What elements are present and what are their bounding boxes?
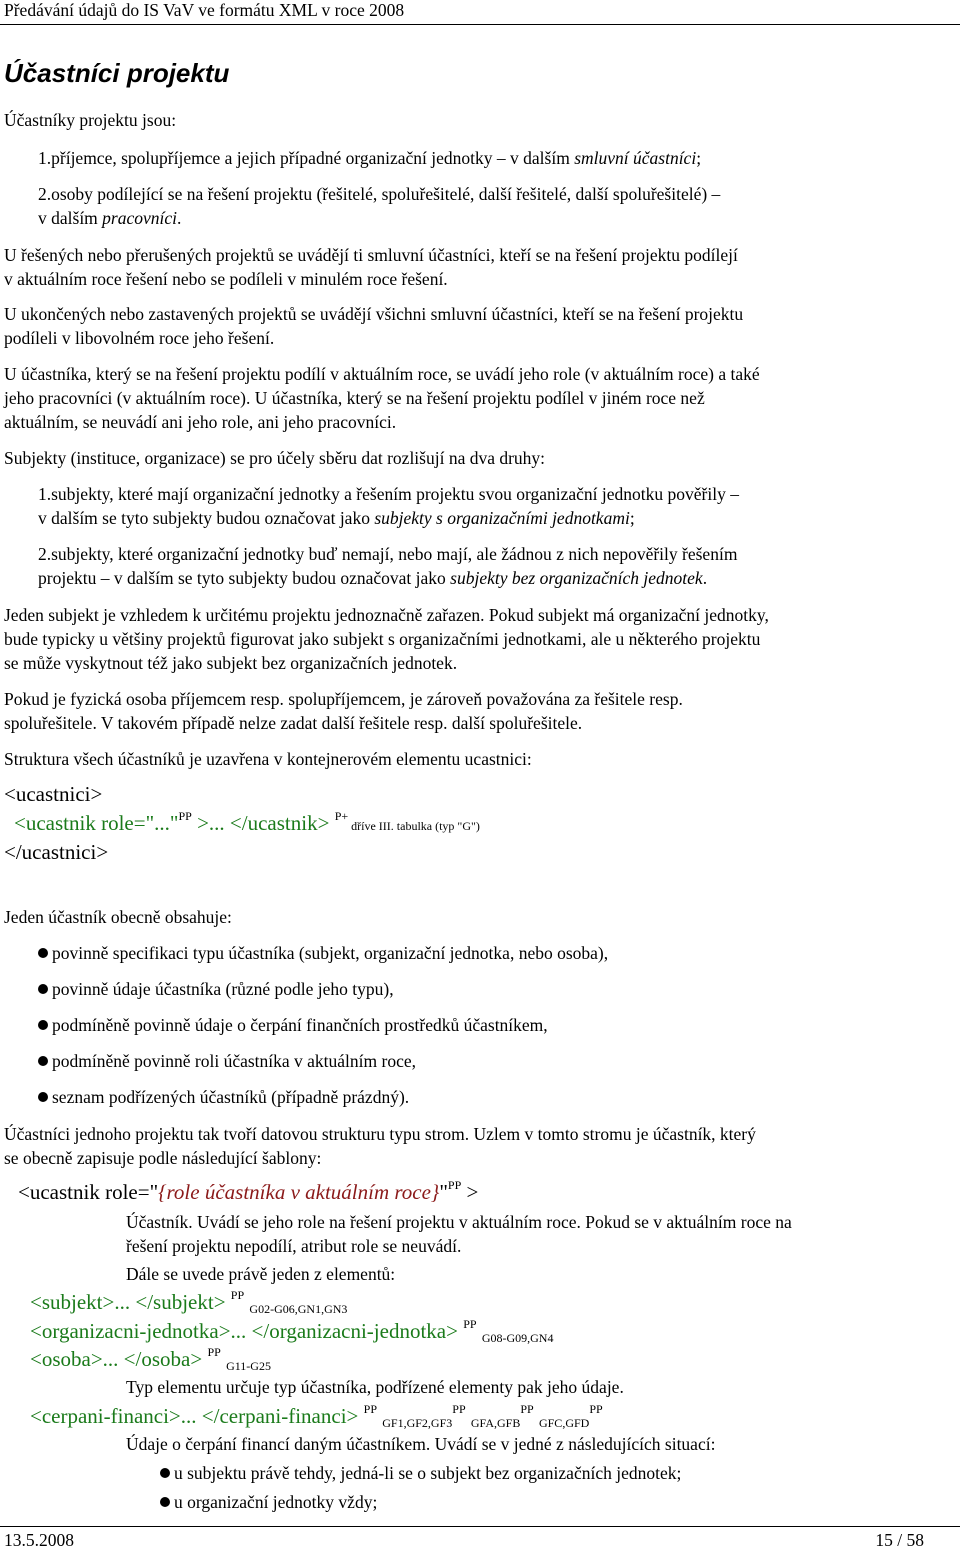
bullet-icon [38, 1092, 48, 1102]
paragraph: U řešených nebo přerušených projektů se uvádějí ti smluvní účastníci, kteří se na řešení projektu podílejí v aktuálním roce řešení nebo se podíleli v minulém roce řešení. [4, 245, 738, 289]
paragraph: Jeden subjekt je vzhledem k určitému projektu jednoznačně zařazen. Pokud subjekt má organizační jednotky, bude typicky u většiny projektů figurovat jako subjekt s organizačními jednotkami, ale u některého projektu se může vyskytnout též jako subjekt bez organizačních jednotek. [4, 605, 769, 673]
header-rule [0, 24, 960, 25]
list-item: povinně specifikaci typu účastníka (subjekt, organizační jednotka, nebo osoba), [38, 941, 608, 965]
list-item: podmíněně povinně roli účastníka v aktuálním roce, [38, 1049, 416, 1073]
list-item: povinně údaje účastníka (různé podle jeho typu), [38, 977, 394, 1001]
description: Typ elementu určuje typ účastníka, podřízené elementy pak jeho údaje. [126, 1377, 624, 1397]
description: Údaje o čerpání financí daným účastníkem. Uvádí se v jedné z následujících situací: [126, 1434, 716, 1454]
list-item: 2.osoby podílející se na řešení projektu (řešitelé, spoluřešitelé, další řešitelé, další spoluřešitelé) – v dalším pracovníci. [38, 184, 721, 228]
list-item: u organizační jednotky vždy; [160, 1490, 377, 1514]
bullet-icon [160, 1497, 170, 1507]
code-line: <osoba>... </osoba> $^{PP}$ $_{G11-G25}$ [30, 1345, 271, 1373]
code-line: <ucastnik role="..."$^{PP}$ >... </ucastnik> $^{P+}$ dříve III. tabulka (typ "G") [14, 809, 480, 835]
bullet-icon [38, 1020, 48, 1030]
code-line: <ucastnici> [4, 782, 103, 806]
paragraph: Jeden účastník obecně obsahuje: [4, 907, 232, 927]
code-line: <organizacni-jednotka>... </organizacni-jednotka> $^{PP}$ $_{G08-G09,GN4}$ [30, 1317, 554, 1345]
list-item: podmíněně povinně údaje o čerpání finančních prostředků účastníkem, [38, 1013, 548, 1037]
footer-date: 13.5.2008 [4, 1530, 74, 1550]
section-heading: Účastníci projektu [4, 58, 230, 88]
footer-rule [0, 1526, 960, 1527]
bullet-icon [38, 948, 48, 958]
list-item: 2.subjekty, které organizační jednotky buď nemají, nebo mají, ale žádnou z nich nepověřily řešením projektu – v dalším se tyto subjekty budou označovat jako subjekty bez organizačních jednotek. [38, 544, 738, 588]
list-item: u subjektu právě tehdy, jedná-li se o subjekt bez organizačních jednotek; [160, 1461, 681, 1485]
code-line: </ucastnici> [4, 840, 109, 864]
code-line: <subjekt>... </subjekt> $^{PP}$ $_{G02-G06,GN1,GN3}$ [30, 1288, 348, 1316]
description: Dále se uvede právě jeden z elementů: [126, 1264, 396, 1284]
paragraph: U ukončených nebo zastavených projektů se uvádějí všichni smluvní účastníci, kteří se na řešení projektu podíleli v libovolném roce jeho řešení. [4, 304, 744, 348]
paragraph: Pokud je fyzická osoba příjemcem resp. spolupříjemcem, je zároveň považována za řešitele resp. spoluřešitele. V takovém případě nelze zadat další řešitele resp. další spoluřešitele. [4, 689, 683, 733]
description: Účastník. Uvádí se jeho role na řešení projektu v aktuálním roce. Pokud se v aktuálním roce na řešení projektu nepodílí, atribut role se neuvádí. [126, 1212, 792, 1256]
list-item: 1.subjekty, které mají organizační jednotky a řešením projektu svou organizační jednotku pověřily – v dalším se tyto subjekty budou označovat jako subjekty s organizačními jednotkami; [38, 484, 739, 528]
header-title: Předávání údajů do IS VaV ve formátu XML v roce 2008 [4, 0, 405, 20]
bullet-icon [38, 1056, 48, 1066]
list-item: 1.příjemce, spolupříjemce a jejich případné organizační jednotky – v dalším smluvní účastníci; [38, 148, 702, 168]
paragraph: Subjekty (instituce, organizace) se pro účely sběru dat rozlišují na dva druhy: [4, 448, 546, 468]
code-line: <cerpani-financi>... </cerpani-financi> $^{PP}$ $_{GF1,GF2,GF3}^{PP}$ $_{GFA,GFB}^{PP}$ $_{GFC,GFD}^{PP}$ [30, 1402, 603, 1430]
code-line: <ucastnik role="{role účastníka v aktuálním roce}"$^{PP}$ > [18, 1178, 479, 1204]
paragraph: U účastníka, který se na řešení projektu podílí v aktuálním roce, se uvádí jeho role (v aktuálním roce) a také jeho pracovníci (v aktuálním roce). U účastníka, který se na řešení projektu podílel v jiném roce než aktuálním, se neuvádí ani jeho role, ani jeho pracovníci. [4, 364, 760, 432]
bullet-icon [160, 1468, 170, 1478]
footer-page-number: 15 / 58 [875, 1530, 924, 1550]
intro-text: Účastníky projektu jsou: [4, 110, 177, 130]
list-item: seznam podřízených účastníků (případně prázdný). [38, 1085, 409, 1109]
bullet-icon [38, 984, 48, 994]
paragraph: Struktura všech účastníků je uzavřena v kontejnerovém elementu ucastnici: [4, 749, 532, 769]
paragraph: Účastníci jednoho projektu tak tvoří datovou strukturu typu strom. Uzlem v tomto stromu je účastník, který se obecně zapisuje podle následující šablony: [4, 1124, 756, 1168]
